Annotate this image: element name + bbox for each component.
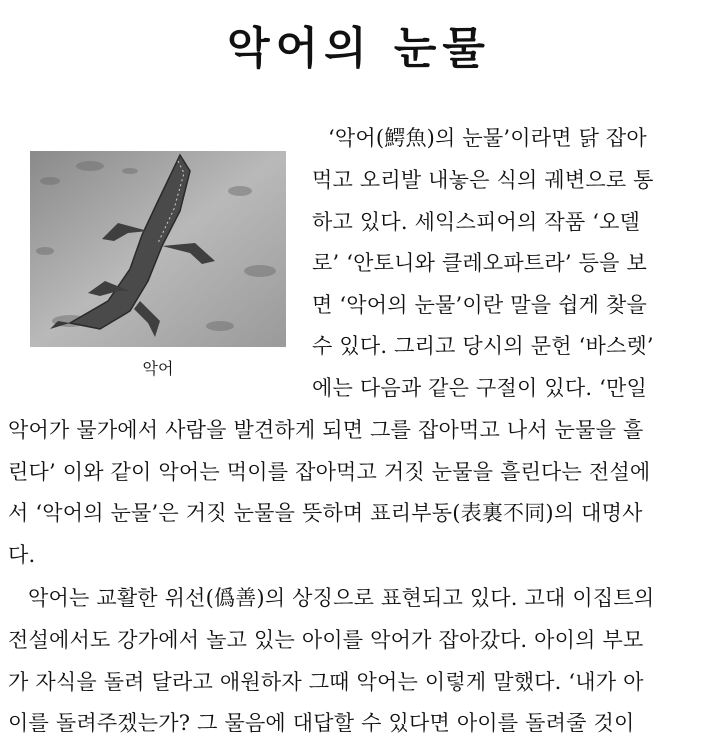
paragraph-line: 에는 다음과 같은 구절이 있다. ‘만일 bbox=[312, 376, 647, 400]
paragraph-line: 전설에서도 강가에서 놀고 있는 아이를 악어가 잡아갔다. 아이의 부모 bbox=[8, 628, 644, 652]
paragraph-line: 수 있다. 그리고 당시의 문헌 ‘바스렛’ bbox=[312, 334, 654, 358]
paragraph-line: 악어는 교활한 위선(僞善)의 상징으로 표현되고 있다. 고대 이집트의 bbox=[28, 586, 655, 610]
crocodile-photo bbox=[30, 151, 286, 347]
paragraph-line: 먹고 오리발 내놓은 식의 궤변으로 통 bbox=[312, 168, 654, 192]
paragraph-line: 가 자식을 돌려 달라고 애원하자 그때 악어는 이렇게 말했다. ‘내가 아 bbox=[8, 670, 644, 694]
paragraph-line: ‘악어(鰐魚)의 눈물’이라면 닭 잡아 bbox=[328, 126, 647, 150]
paragraph-line: 로’ ‘안토니와 클레오파트라’ 등을 보 bbox=[312, 251, 647, 275]
paragraph-line: 면 ‘악어의 눈물’이란 말을 쉽게 찾을 bbox=[312, 293, 647, 317]
paragraph-line: 다. bbox=[8, 543, 36, 567]
paragraph-line: 하고 있다. 세익스피어의 작품 ‘오델 bbox=[312, 210, 641, 234]
paragraph-line: 이를 돌려주겠는가? 그 물음에 대답할 수 있다면 아이를 돌려줄 것이 bbox=[8, 711, 635, 735]
paragraph-line: 서 ‘악어의 눈물’은 거짓 눈물을 뜻하며 표리부동(表裏不同)의 대명사 bbox=[8, 501, 643, 525]
page-title: 악어의 눈물 bbox=[227, 23, 491, 74]
figure-caption: 악어 bbox=[142, 359, 174, 378]
paragraph-line: 악어가 물가에서 사람을 발견하게 되면 그를 잡아먹고 나서 눈물을 흘 bbox=[8, 418, 644, 442]
paragraph-line: 린다’ 이와 같이 악어는 먹이를 잡아먹고 거짓 눈물을 흘린다는 전설에 bbox=[8, 460, 651, 484]
